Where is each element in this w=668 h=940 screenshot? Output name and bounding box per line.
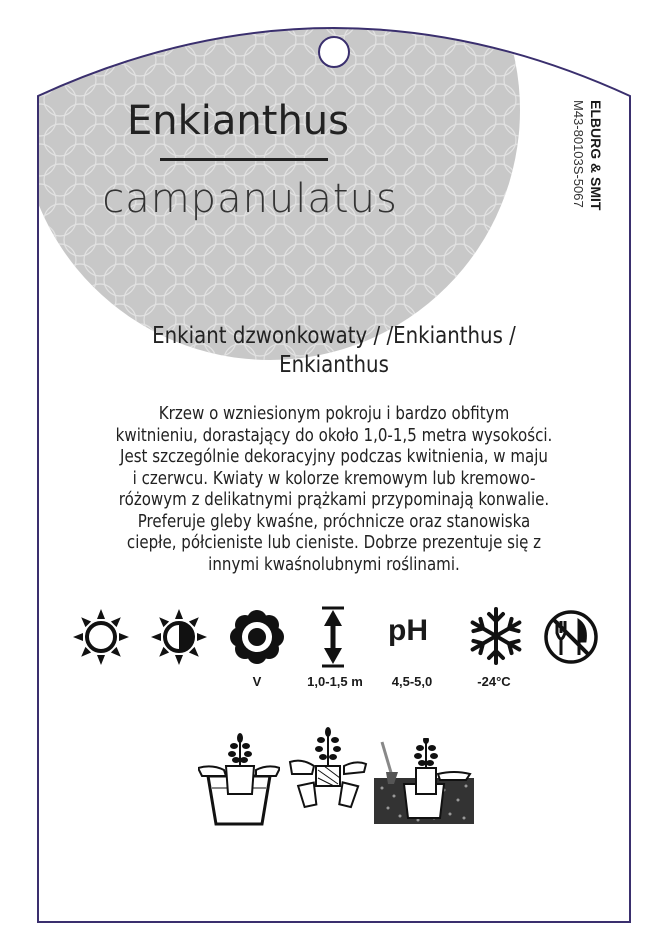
description-line: innymi kwaśnolubnymi roślinami. bbox=[208, 554, 460, 575]
flower-icon bbox=[228, 608, 286, 666]
common-names-line: Enkiant dzwonkowaty / /Enkianthus / bbox=[152, 323, 516, 349]
description-line: i czerwcu. Kwiaty w kolorze kremowym lub kremowo- bbox=[132, 468, 536, 489]
not-edible-icon bbox=[542, 608, 600, 666]
description-line: ciepłe, półcieniste lub cieniste. Dobrze prezentuje się z bbox=[126, 533, 542, 553]
description-line: Krzew o wzniesionym pokroju i bardzo obfitym bbox=[158, 404, 510, 424]
hang-hole bbox=[319, 37, 349, 67]
height-arrow-icon bbox=[318, 606, 348, 668]
ph-label: 4,5-5,0 bbox=[391, 674, 433, 689]
common-names-line: Enkianthus bbox=[279, 352, 389, 378]
plant-species: campanulatus bbox=[102, 176, 398, 222]
half-shade-icon bbox=[150, 608, 208, 666]
description-line: Jest szczególnie dekoracyjny podczas kwitnienia, w maju bbox=[120, 447, 548, 467]
ph-icon: pH bbox=[388, 614, 428, 647]
soak-pot-illustration bbox=[198, 724, 280, 828]
plant-in-ground-illustration bbox=[374, 738, 474, 826]
description-line: różowym z delikatnymi prążkami przypominają konwalie. bbox=[118, 490, 550, 510]
plant-label: Enkianthus campanulatus ELBURG & SMIT M43-80103S-5067 Enkiant dzwonkowaty / /Enkianthus / Enkianthus Krzew o wzniesionym pokroju i bardzo obfitym kwitnieniu, dorastający do około 1,0-1,5 metra wysokości. Jest szczególnie dekoracyjny podczas kwitnienia, w maju i czerwcu. Kwiaty w kolorze kremowym lub kremowo- różowym z delikatnymi prążkami przypominają konwalie. Preferuje gleby kwaśne, próchnicze oraz stanowiska ciepłe, półcieniste lub cieniste. Dobrze prezentuje się z innymi kwaśnolubnymi roślinami. V 1,0-1,5 m pH 4,5-5,0 -24°C bbox=[0, 0, 668, 940]
plant-genus: Enkianthus bbox=[127, 98, 349, 144]
flower-month-label: V bbox=[252, 674, 262, 689]
description-line: Preferuje gleby kwaśne, próchnicze oraz stanowiska bbox=[137, 511, 531, 532]
common-names bbox=[98, 322, 569, 380]
remove-pot-illustration bbox=[288, 722, 368, 814]
title-divider bbox=[160, 158, 328, 161]
sun-icon bbox=[72, 608, 130, 666]
snowflake-icon bbox=[466, 606, 526, 666]
description-line: kwitnieniu, dorastający do około 1,0-1,5 metra wysokości. bbox=[115, 425, 553, 446]
frost-label: -24°C bbox=[477, 674, 511, 689]
height-label: 1,0-1,5 m bbox=[307, 674, 363, 689]
plant-description bbox=[81, 404, 587, 576]
